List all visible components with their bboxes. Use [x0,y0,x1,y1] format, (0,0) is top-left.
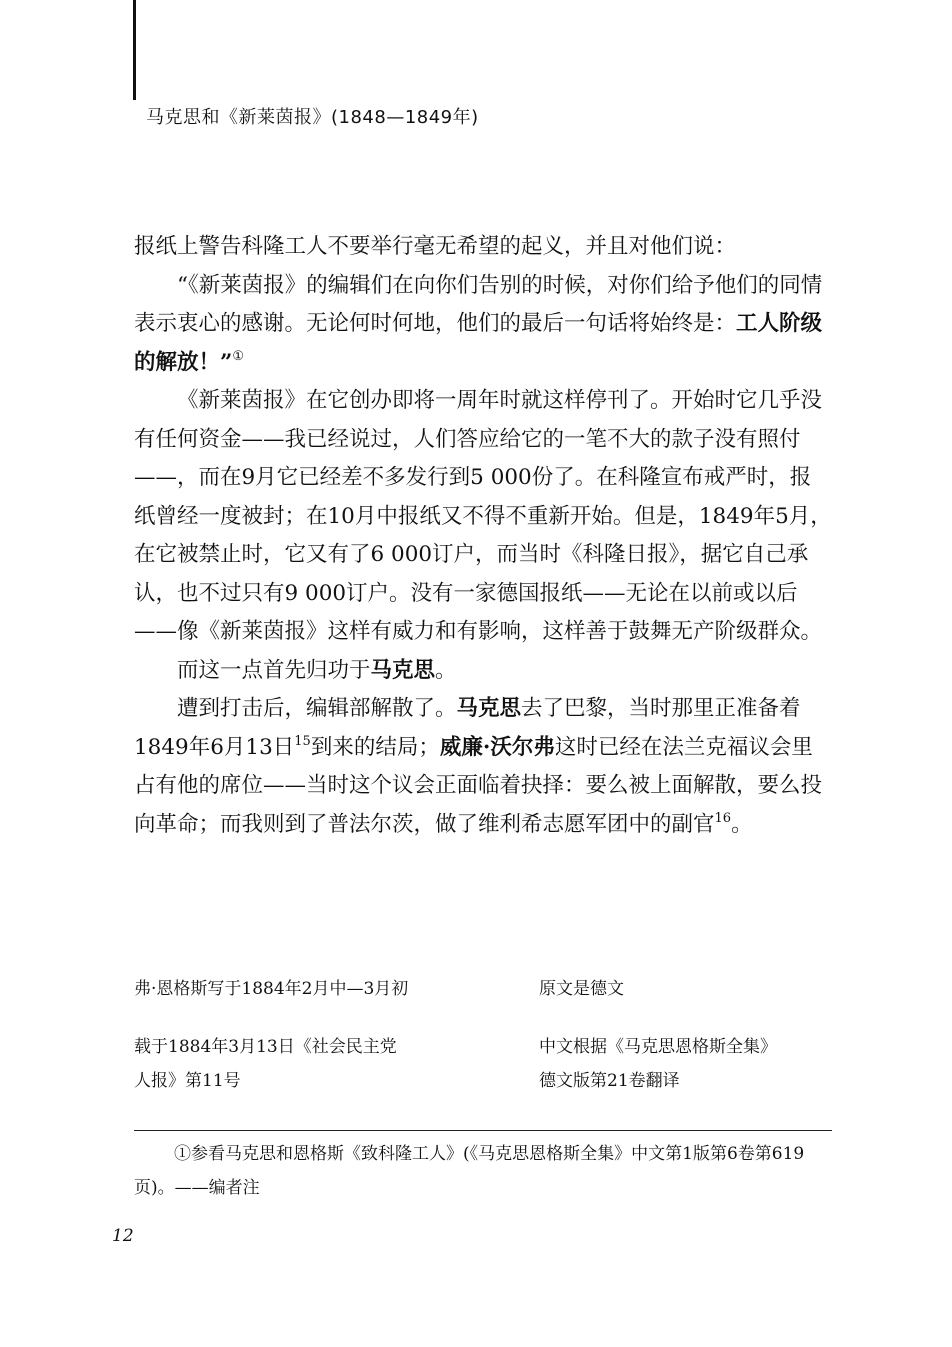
running-head: 马克思和《新莱茵报》(1848—1849年) [146,107,479,128]
header-vertical-rule [133,0,136,100]
paragraph-2 [134,267,832,383]
endnote-ref-15: 15 [294,733,311,749]
footnote-marker: ① [232,348,245,364]
paragraph-3: 《新莱茵报》在它创办即将一周年时就这样停刊了。开始时它几乎没有任何资金——我已经说过，人们答应给它的一笔不大的款子没有照付——，而在9月它已经差不多发行到5 000份了。在科隆宣布戒严时，报纸曾经一度被封；在10月中报纸又不得不重新开始。但是，1849年5月，在它被禁止时，它又有了6 000订户，而当时《科隆日报》，据它自己承认，也不过只有9 000订户。没有一家德国报纸——无论在以前或以后——像《新莱茵报》这样有威力和有影响，这样善于鼓舞无产阶级群众。 [134,388,832,644]
paragraph-4-text: 而这一点首先归功于 [177,657,371,683]
colophon [134,972,832,1098]
page-number: 12 [112,1226,134,1246]
paragraph-5-f: 这时已经在法兰克福议会里占有他的席位——当时这个议会正面临着抉择：要么被上面解散，要么投向革命；而我则到了普法尔茨，做了维利希志愿军团中的副官 [134,734,823,837]
endnote-ref-16: 16 [714,810,732,826]
footnote [134,1137,832,1205]
colophon-translation-line1: 中文根据《马克思恩格斯全集》 [539,1037,777,1057]
footnote-divider [134,1130,832,1131]
paragraph-5-a: 遭到打击后，编辑部解散了。 [177,696,457,721]
paragraph-5 [134,690,832,844]
paragraph-5-g: 。 [731,811,753,837]
colophon-spacer [134,1006,832,1030]
colophon-written: 弗·恩格斯写于1884年2月中—3月初 [134,979,409,999]
footnote-text: ①参看马克思和恩格斯《致科隆工人》(《马克思恩格斯全集》中文第1版第6卷第619页)。——编者注 [134,1144,805,1198]
paragraph-4-bold: 马克思 [370,657,436,683]
colophon-row [134,1064,832,1098]
body-text [134,228,832,844]
paragraph-2-text: “《新莱茵报》的编辑们在向你们告别的时候，对你们给予他们的同情表示衷心的感谢。无论何时何地，他们的最后一句话将始终是： [134,272,823,336]
paragraph-5-bold-marx: 马克思 [456,696,522,721]
paragraph-5-d: 到来的结局； [310,734,440,760]
paragraph-5-c: 去了巴黎，当时那里正准备着1849年6月13日 [134,696,801,760]
colophon-published-line2: 人报》第11号 [134,1071,241,1091]
paragraph-2-bold: 工人阶级的解放！” [134,311,823,375]
colophon-row [134,1030,832,1064]
paragraph-5-bold-wolff: 威廉·沃尔弗 [439,734,555,760]
colophon-translation-line2: 德文版第21卷翻译 [539,1071,680,1091]
paragraph-1: 报纸上警告科隆工人不要举行毫无希望的起义，并且对他们说： [134,234,737,259]
paragraph-4-end: 。 [435,657,457,683]
paragraph-4 [134,652,832,691]
colophon-row [134,972,832,1006]
colophon-original-language: 原文是德文 [539,979,624,999]
colophon-published-line1: 载于1884年3月13日《社会民主党 [134,1037,397,1057]
